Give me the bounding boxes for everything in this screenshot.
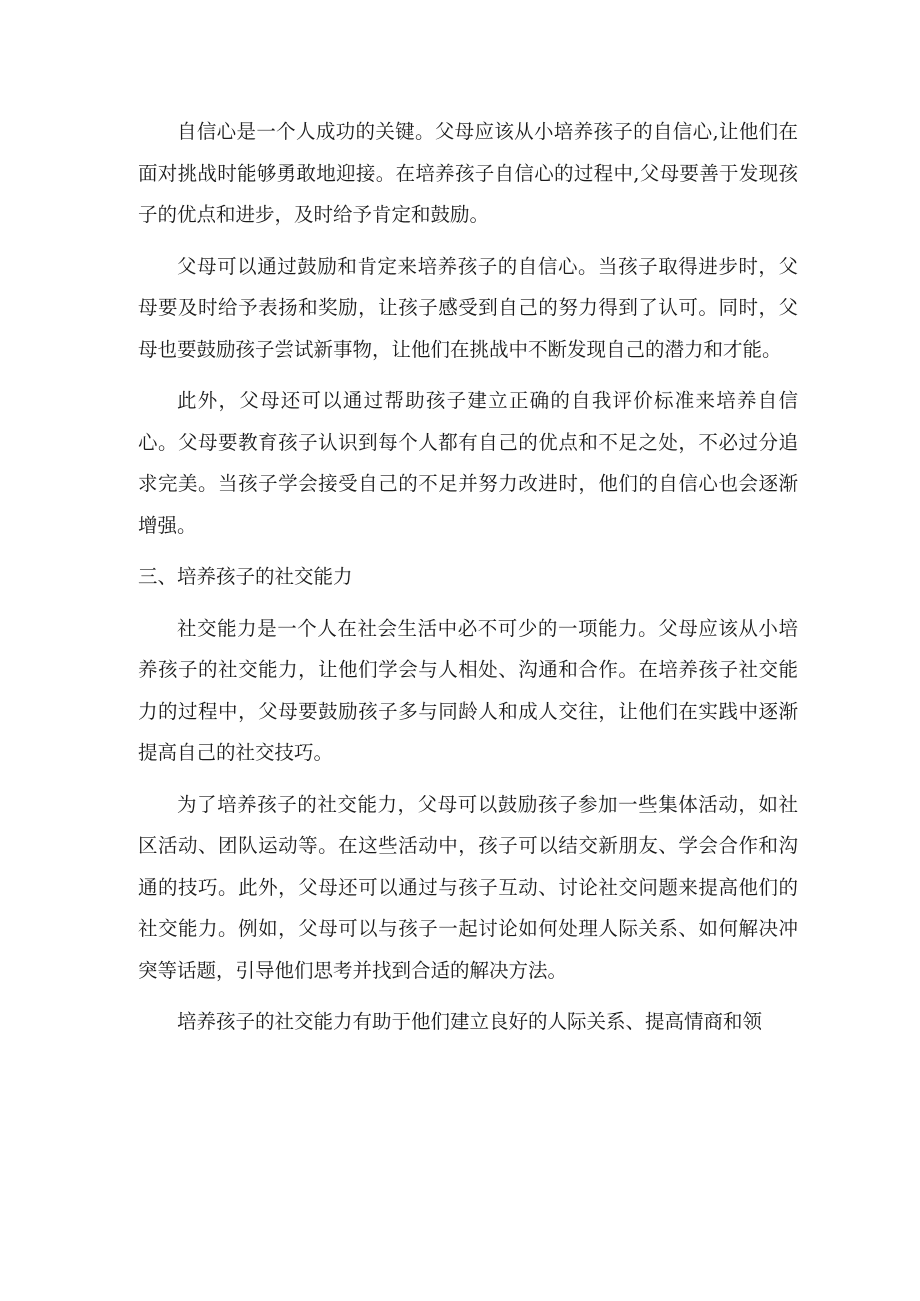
paragraph-self-evaluation: 此外，父母还可以通过帮助孩子建立正确的自我评价标准来培养自信心。父母要教育孩子认识到每个人都有自己的优点和不足之处，不必过分追求完美。当孩子学会接受自己的不足并努力改进时，他们的自信心也会逐渐增强。 (138, 389, 798, 537)
paragraph-group-activities: 为了培养孩子的社交能力，父母可以鼓励孩子参加一些集体活动，如社区活动、团队运动等。在这些活动中，孩子可以结交新朋友、学会合作和沟通的技巧。此外，父母还可以通过与孩子互动、讨论社交问题来提高他们的社交能力。例如，父母可以与孩子一起讨论如何处理人际关系、如何解决冲突等话题，引导他们思考并找到合适的解决方法。 (138, 792, 798, 982)
paragraph-social-benefits: 培养孩子的社交能力有助于他们建立良好的人际关系、提高情商和领 (177, 1010, 763, 1033)
section-heading: 三、培养孩子的社交能力 (138, 565, 353, 588)
paragraph-encouragement: 父母可以通过鼓励和肯定来培养孩子的自信心。当孩子取得进步时，父母要及时给予表扬和奖励，让孩子感受到自己的努力得到了认可。同时，父母也要鼓励孩子尝试新事物，让他们在挑战中不断发现自己的潜力和才能。 (138, 254, 798, 361)
document-body (138, 111, 798, 1053)
paragraph-social-ability: 社交能力是一个人在社会生活中必不可少的一项能力。父母应该从小培养孩子的社交能力，让他们学会与人相处、沟通和合作。在培养孩子社交能力的过程中，父母要鼓励孩子多与同龄人和成人交往，让他们在实践中逐渐提高自己的社交技巧。 (138, 616, 798, 764)
paragraph-confidence-key: 自信心是一个人成功的关键。父母应该从小培养孩子的自信心,让他们在面对挑战时能够勇敢地迎接。在培养孩子自信心的过程中,父母要善于发现孩子的优点和进步，及时给予肯定和鼓励。 (138, 120, 798, 226)
